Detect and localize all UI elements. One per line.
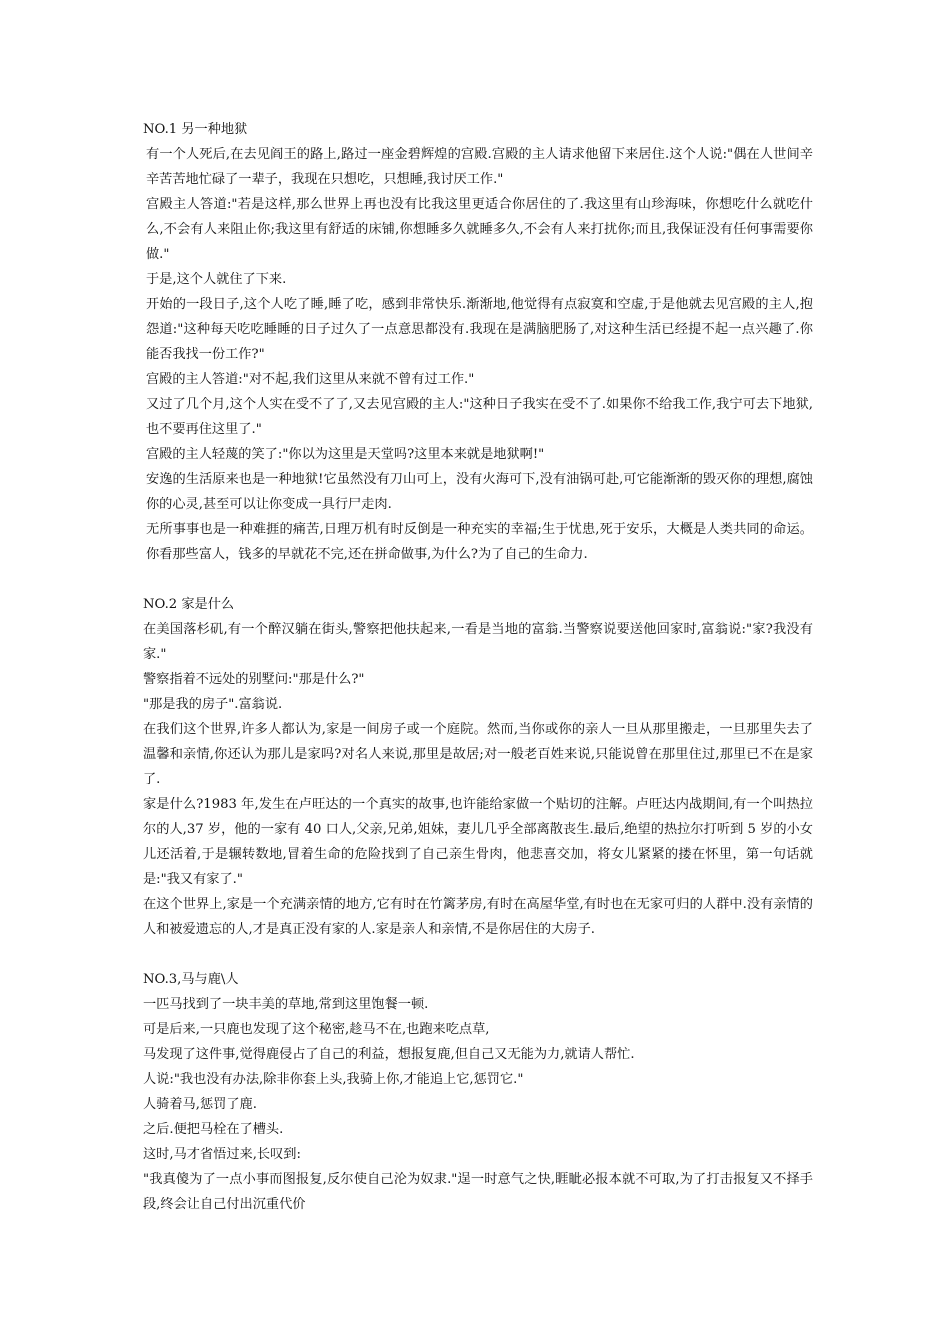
paragraph: 一匹马找到了一块丰美的草地,常到这里饱餐一顿. bbox=[143, 997, 429, 1012]
story-section-2 bbox=[143, 592, 813, 942]
paragraph: 在我们这个世界,许多人都认为,家是一间房子或一个庭院。然而,当你或你的亲人一旦从那里搬走，一旦那里失去了温馨和亲情,你还认为那儿是家吗?对名人来说,那里是故居;对一般老百姓来说,只能说曾在那里住过,那里已不在是家了. bbox=[143, 722, 813, 787]
section-title: NO.1 另一种地狱 bbox=[143, 122, 248, 137]
paragraph: 这时,马才省悟过来,长叹到: bbox=[143, 1147, 301, 1162]
story-section-1 bbox=[143, 117, 813, 567]
paragraph: 无所事事也是一种难捱的痛苦,日理万机有时反倒是一种充实的幸福;生于忧患,死于安乐，大概是人类共同的命运。你看那些富人，钱多的早就花不完,还在拼命做事,为什么?为了自己的生命力. bbox=[146, 522, 813, 562]
paragraph: 可是后来,一只鹿也发现了这个秘密,趁马不在,也跑来吃点草, bbox=[143, 1022, 490, 1037]
paragraph: 警察指着不远处的别墅问:"那是什么?" bbox=[143, 672, 365, 687]
paragraph: 在美国落杉矶,有一个醉汉躺在街头,警察把他扶起来,一看是当地的富翁.当警察说要送他回家时,富翁说:"家?我没有家." bbox=[143, 622, 813, 662]
document-body bbox=[143, 117, 813, 1217]
paragraph: 马发现了这件事,觉得鹿侵占了自己的利益，想报复鹿,但自己又无能为力,就请人帮忙. bbox=[143, 1047, 635, 1062]
paragraph: 之后.便把马栓在了槽头. bbox=[143, 1122, 284, 1137]
paragraph: 开始的一段日子,这个人吃了睡,睡了吃，感到非常快乐.渐渐地,他觉得有点寂寞和空虚,于是他就去见宫殿的主人,抱怨道:"这种每天吃吃睡睡的日子过久了一点意思都没有.我现在是满脑肥肠了,对这种生活已经提不起一点兴趣了.你能否我找一份工作?" bbox=[146, 297, 813, 362]
paragraph: "我真傻为了一点小事而图报复,反尔使自己沦为奴隶."逞一时意气之快,睚眦必报本就不可取,为了打击报复又不择手段,终会让自己付出沉重代价 bbox=[143, 1172, 813, 1212]
paragraph: 又过了几个月,这个人实在受不了了,又去见宫殿的主人:"这种日子我实在受不了.如果你不给我工作,我宁可去下地狱,也不要再住这里了." bbox=[146, 397, 813, 437]
section-title: NO.3,马与鹿\人 bbox=[143, 972, 239, 987]
paragraph: 宫殿主人答道:"若是这样,那么世界上再也没有比我这里更适合你居住的了.我这里有山珍海味，你想吃什么就吃什么,不会有人来阻止你;我这里有舒适的床铺,你想睡多久就睡多久,不会有人来打扰你;而且,我保证没有任何事需要你做." bbox=[146, 197, 813, 262]
paragraph: 于是,这个人就住了下来. bbox=[146, 272, 287, 287]
paragraph: 家是什么?1983 年,发生在卢旺达的一个真实的故事,也许能给家做一个贴切的注解。卢旺达内战期间,有一个叫热拉尔的人,37 岁，他的一家有 40 口人,父亲,兄弟,姐妹，妻儿几乎全部离散丧生.最后,绝望的热拉尔打听到 5 岁的小女儿还活着,于是辗转数地,冒着生命的危险找到了自己亲生骨肉，他悲喜交加，将女儿紧紧的搂在怀里，第一句话就是:"我又有家了." bbox=[143, 797, 813, 887]
paragraph: 宫殿的主人轻蔑的笑了:"你以为这里是天堂吗?这里本来就是地狱啊!" bbox=[146, 447, 545, 462]
paragraph: "那是我的房子".富翁说. bbox=[143, 697, 283, 712]
paragraph: 人骑着马,惩罚了鹿. bbox=[143, 1097, 257, 1112]
paragraph: 在这个世界上,家是一个充满亲情的地方,它有时在竹篱茅房,有时在高屋华堂,有时也在无家可归的人群中.没有亲情的人和被爱遗忘的人,才是真正没有家的人.家是亲人和亲情,不是你居住的大房子. bbox=[143, 897, 813, 937]
paragraph: 人说:"我也没有办法,除非你套上头,我骑上你,才能追上它,惩罚它." bbox=[143, 1072, 524, 1087]
section-title: NO.2 家是什么 bbox=[143, 597, 235, 612]
paragraph: 宫殿的主人答道:"对不起,我们这里从来就不曾有过工作." bbox=[146, 372, 475, 387]
paragraph: 有一个人死后,在去见阎王的路上,路过一座金碧辉煌的宫殿.宫殿的主人请求他留下来居住.这个人说:"偶在人世间辛辛苦苦地忙碌了一辈子，我现在只想吃，只想睡,我讨厌工作." bbox=[146, 147, 813, 187]
story-section-3 bbox=[143, 967, 813, 1217]
paragraph: 安逸的生活原来也是一种地狱!它虽然没有刀山可上，没有火海可下,没有油锅可赴,可它能渐渐的毁灭你的理想,腐蚀你的心灵,甚至可以让你变成一具行尸走肉. bbox=[146, 472, 813, 512]
